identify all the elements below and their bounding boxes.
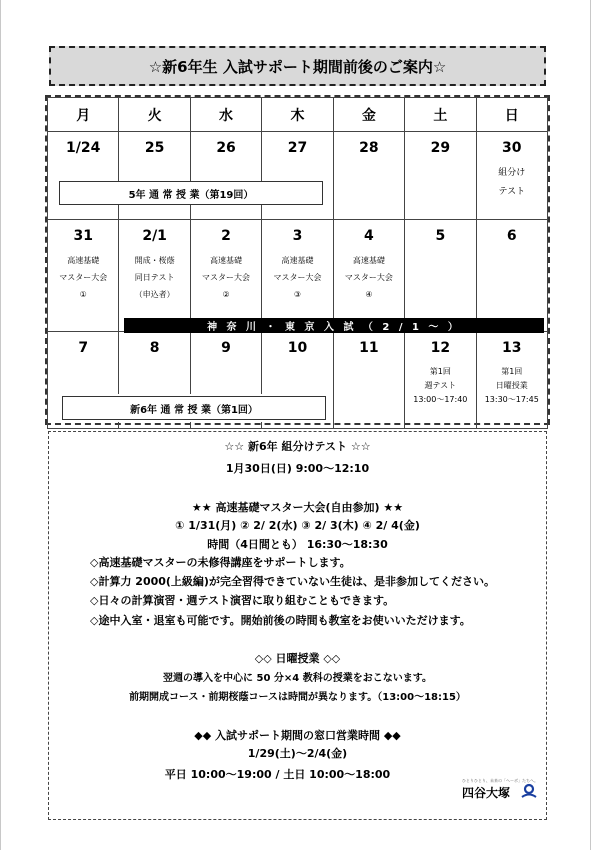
- band-label: 神 奈 川 ・ 東 京 入 試 （ 2 / 1 〜 ）: [207, 322, 461, 333]
- event-text: [477, 365, 547, 407]
- band-label: 新6年 通 常 授 業（第1回）: [130, 404, 258, 416]
- weekday-mon: 月: [48, 98, 119, 132]
- day-number: 8: [149, 340, 160, 356]
- event-line: マスター大会: [344, 273, 393, 282]
- brand-logo: [462, 778, 542, 800]
- day-number: 7: [78, 340, 89, 356]
- day-cell: [333, 220, 404, 332]
- weekday-sun: 日: [476, 98, 547, 132]
- logo-tagline: ひとりひとり、未来の「ヘーボ」たちへ。: [462, 778, 538, 783]
- day-cell: [405, 132, 476, 220]
- event-line: ③: [293, 290, 302, 299]
- event-line: 組分け: [498, 168, 526, 178]
- bullet-item: ◇日々の計算演習・週テスト演習に取り組むこともできます。: [90, 594, 395, 607]
- day-number: 4: [364, 228, 374, 244]
- day-number: 25: [144, 140, 165, 156]
- office-hours-dates: 1/29(土)〜2/4(金): [247, 747, 348, 760]
- event-line: 同日テスト: [134, 273, 175, 282]
- yotsuya-otsuka-logo-icon: [520, 783, 538, 799]
- day-cell: [48, 132, 119, 220]
- day-number: 9: [221, 340, 231, 356]
- calendar: [45, 95, 550, 425]
- weekday-wed: 水: [190, 98, 261, 132]
- grouping-test-date: 1月30日(日) 9:00〜12:10: [225, 462, 370, 475]
- bullet-item: ◇計算力 2000(上級編)が完全習得できていない生徒は、是非参加してください。: [90, 575, 495, 588]
- page-edge-right: [590, 0, 591, 850]
- day-number: 26: [216, 140, 236, 156]
- day-number: 13: [502, 340, 522, 356]
- day-cell: [405, 332, 476, 429]
- event-text: [405, 365, 475, 407]
- section-title-sunday-class: ◇◇ 日曜授業 ◇◇: [254, 652, 341, 665]
- day-cell: [190, 132, 261, 220]
- day-cell: [333, 132, 404, 220]
- day-number: 12: [430, 340, 451, 356]
- page-title: [49, 46, 546, 86]
- event-line: マスター大会: [59, 273, 108, 282]
- event-text: [334, 252, 404, 303]
- week-row-2: [48, 220, 548, 332]
- event-line: 高速基礎: [67, 256, 100, 265]
- event-text: [119, 252, 189, 303]
- day-number: 30: [502, 140, 522, 156]
- day-cell: [333, 332, 404, 429]
- band-label: 5年 通 常 授 業（第19回）: [128, 189, 254, 201]
- event-line: 開成・桜蔭: [134, 256, 175, 265]
- day-number: 27: [287, 140, 308, 156]
- day-cell: [119, 220, 190, 332]
- info-box: [48, 431, 547, 820]
- day-number: 2: [221, 228, 231, 244]
- event-line: （申込者）: [134, 290, 175, 299]
- week1-class-band: [59, 181, 323, 205]
- logo-name: 四谷大塚: [462, 786, 511, 800]
- event-line: 高速基礎: [352, 256, 385, 265]
- event-text: [191, 252, 261, 303]
- weekday-fri: 金: [333, 98, 404, 132]
- week-row-1: [48, 132, 548, 220]
- day-number: 6: [506, 228, 517, 244]
- master-contest-time: 時間（4日間とも） 16:30〜18:30: [207, 538, 388, 551]
- weekday-sat: 土: [405, 98, 476, 132]
- sunday-class-line: 前期開成コース・前期桜蔭コースは時間が異なります。（13:00〜18:15）: [129, 692, 466, 703]
- week3-class-band: [60, 394, 328, 422]
- page-title-text: ☆新6年生 入試サポート期間前後のご案内☆: [148, 57, 447, 76]
- day-cell: [476, 332, 547, 429]
- event-text: [48, 252, 118, 303]
- day-number: 11: [359, 340, 379, 356]
- calendar-table: [47, 97, 548, 429]
- day-number: 31: [73, 228, 93, 244]
- day-cell: [476, 132, 547, 220]
- day-number: 29: [430, 140, 451, 156]
- event-line: 第1回: [429, 367, 451, 376]
- office-hours-times: 平日 10:00〜19:00 / 土日 10:00〜18:00: [164, 768, 391, 781]
- section-title-grouping-test: ☆☆ 新6年 組分けテスト ☆☆: [224, 440, 371, 453]
- master-contest-dates: ① 1/31(月) ② 2/ 2(水) ③ 2/ 3(木) ④ 2/ 4(金): [175, 519, 420, 532]
- event-line: テスト: [498, 187, 526, 197]
- event-line: 高速基礎: [210, 256, 243, 265]
- day-number: 28: [359, 140, 379, 156]
- day-number: 10: [287, 340, 308, 356]
- entrance-exam-band: [124, 318, 544, 333]
- day-cell: [119, 132, 190, 220]
- event-line: ①: [79, 290, 87, 299]
- event-line: 第1回: [501, 367, 523, 376]
- day-number: 3: [292, 228, 303, 244]
- event-text: [477, 164, 547, 202]
- section-title-office-hours: ◆◆ 入試サポート期間の窓口営業時間 ◆◆: [194, 729, 401, 742]
- bullet-item: ◇高速基礎マスターの未修得講座をサポートします。: [90, 556, 351, 569]
- day-cell: [48, 220, 119, 332]
- sunday-class-line: 翌週の導入を中心に 50 分×4 教科の授業をおこないます。: [163, 673, 432, 684]
- event-line: ④: [365, 290, 373, 299]
- day-number: 1/24: [66, 140, 101, 156]
- day-cell: [190, 220, 261, 332]
- weekday-thu: 木: [262, 98, 333, 132]
- day-cell: [476, 220, 547, 332]
- weekday-header-row: [48, 98, 548, 132]
- day-cell: [262, 132, 333, 220]
- event-line: マスター大会: [273, 273, 322, 282]
- day-cell: [262, 220, 333, 332]
- weekday-tue: 火: [119, 98, 190, 132]
- bullet-item: ◇途中入室・退室も可能です。開始前後の時間も教室をお使いいただけます。: [90, 614, 471, 627]
- event-line: 日曜授業: [495, 381, 528, 390]
- day-cell: [405, 220, 476, 332]
- event-line: ②: [222, 290, 230, 299]
- event-line: 13:30〜17:45: [484, 395, 539, 404]
- event-line: 13:00〜17:40: [413, 395, 468, 404]
- day-number: 5: [435, 228, 446, 244]
- event-line: 週テスト: [424, 381, 457, 390]
- event-line: 高速基礎: [281, 256, 314, 265]
- event-line: マスター大会: [202, 273, 251, 282]
- event-text: [262, 252, 332, 303]
- section-title-master-contest: ★★ 高速基礎マスター大会(自由参加) ★★: [191, 501, 404, 514]
- page-edge-left: [0, 0, 1, 850]
- day-number: 2/1: [142, 228, 167, 244]
